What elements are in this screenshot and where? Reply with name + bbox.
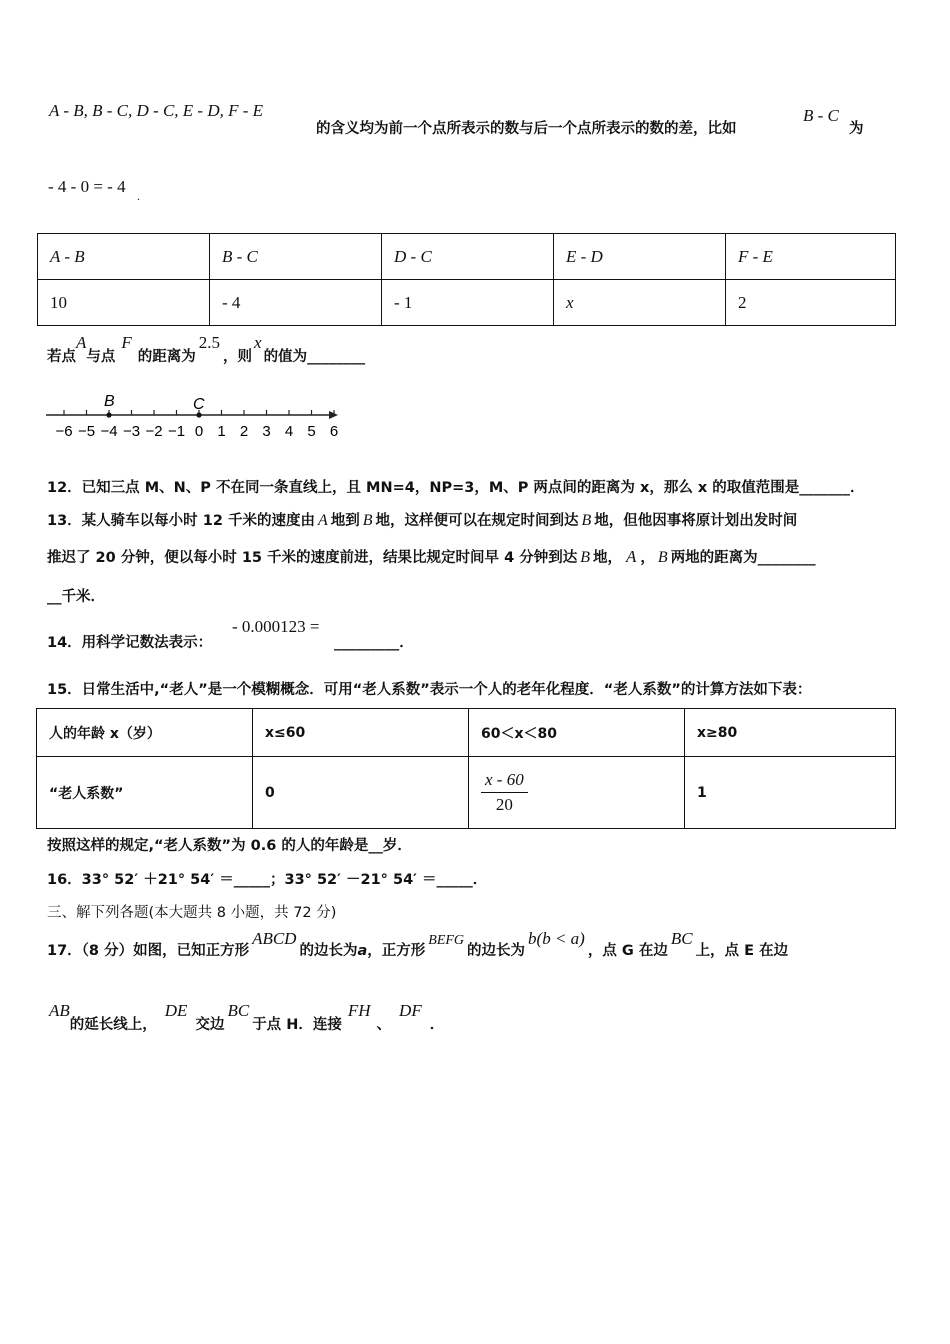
point-c-label: C	[193, 396, 205, 413]
q13-line1: 13．某人骑车以每小时 12 千米的速度由 A 地到 B 地，这样便可以在规定时间到达 B 地，但他因事将原计划出发时间	[47, 512, 798, 529]
table-header-row	[37, 709, 896, 757]
header-cell: x≥80	[685, 709, 896, 757]
tick-label: 1	[217, 423, 226, 440]
intro-text: 的含义均为前一个点所表示的数与后一个点所表示的数的差，比如	[316, 121, 737, 137]
q13-line2: 推迟了 20 分钟，便以每小时 15 千米的速度前进，结果比规定时间早 4 分钟到达 B 地， A ， B 两地的距离为________	[47, 547, 816, 566]
header-cell: D - C	[382, 234, 554, 280]
fraction-cell	[469, 757, 685, 829]
q17-line1: 17．（8 分）如图，已知正方形ABCD的边长为a，正方形BEFG的边长为b(b < a)，点 G 在边BC上，点 E 在边	[47, 929, 789, 959]
example-period: .	[137, 189, 140, 203]
q12-question: 12．已知三点 M、N、P 不在同一条直线上，且 MN=4，NP=3，M、P 两点间的距离为 x，那么 x 的取值范围是_______．	[47, 480, 865, 496]
intro-text-wei: 为	[849, 121, 864, 137]
q14-label: 14．用科学记数法表示：	[47, 635, 213, 651]
q11-question: 若点A与点F的距离为2.5，则x的值为________	[47, 333, 366, 365]
value-cell: 1	[685, 757, 896, 829]
header-cell: F - E	[726, 234, 896, 280]
header-cell: 人的年龄 x（岁）	[37, 709, 253, 757]
row-label-cell: “老人系数”	[37, 757, 253, 829]
tick-label: −1	[167, 423, 186, 440]
header-cell: x≤60	[253, 709, 469, 757]
fraction	[481, 770, 528, 815]
point-b-label: B	[104, 393, 115, 410]
q17-line2: AB的延长线上，DE交边BC于点 H．连接FH、DF．	[49, 1001, 445, 1033]
tick-label: −2	[145, 423, 163, 440]
q15-intro: 15．日常生活中,“老人”是一个模糊概念．可用“老人系数”表示一个人的老年化程度．“老人系数”的计算方法如下表：	[47, 682, 812, 698]
tick-label: 4	[284, 423, 294, 440]
q16-question: 16．33° 52′ ＋21° 54′ ＝_____；33° 52′ －21° 54′ ＝_____．	[47, 872, 488, 888]
difference-table	[37, 233, 896, 326]
tick-label: −4	[100, 423, 118, 440]
tick-label: −6	[55, 423, 73, 440]
table-header-row	[38, 234, 896, 280]
q14-blank: _________．	[334, 635, 414, 651]
tick-label: −5	[77, 423, 96, 440]
value-cell: 10	[38, 280, 210, 326]
value-cell: - 4	[210, 280, 382, 326]
q15-question: 按照这样的规定,“老人系数”为 0.6 的人的年龄是__岁．	[47, 838, 412, 854]
example-calc: - 4 - 0 = - 4	[48, 177, 126, 196]
value-cell: 2	[726, 280, 896, 326]
age-coefficient-table	[36, 708, 896, 829]
section-title: 三、解下列各题(本大题共 8 小题，共 72 分)	[47, 905, 337, 921]
tick-label: 0	[194, 423, 204, 440]
point-b-dot	[106, 412, 111, 417]
table-row	[38, 280, 896, 326]
header-cell: A - B	[38, 234, 210, 280]
tick-label: 3	[262, 423, 271, 440]
value-cell: 0	[253, 757, 469, 829]
value-cell: - 1	[382, 280, 554, 326]
point-c-dot	[196, 412, 201, 417]
header-cell: E - D	[554, 234, 726, 280]
table-row	[37, 757, 896, 829]
fraction-denominator: 20	[495, 795, 513, 814]
expr-list: A - B, B - C, D - C, E - D, F - E	[49, 101, 264, 120]
number-line	[42, 390, 342, 450]
header-cell: 60＜x＜80	[469, 709, 685, 757]
fraction-numerator: x - 60	[481, 770, 528, 793]
tick-label: 2	[239, 423, 249, 440]
example-expr: B - C	[803, 106, 839, 125]
q13-line3: __千米．	[47, 589, 105, 605]
tick-label: 5	[307, 423, 316, 440]
header-cell: B - C	[210, 234, 382, 280]
q14-expr: - 0.000123 =	[232, 617, 320, 636]
tick-label: −3	[122, 423, 141, 440]
tick-label: 6	[329, 423, 339, 440]
value-cell: x	[554, 280, 726, 326]
